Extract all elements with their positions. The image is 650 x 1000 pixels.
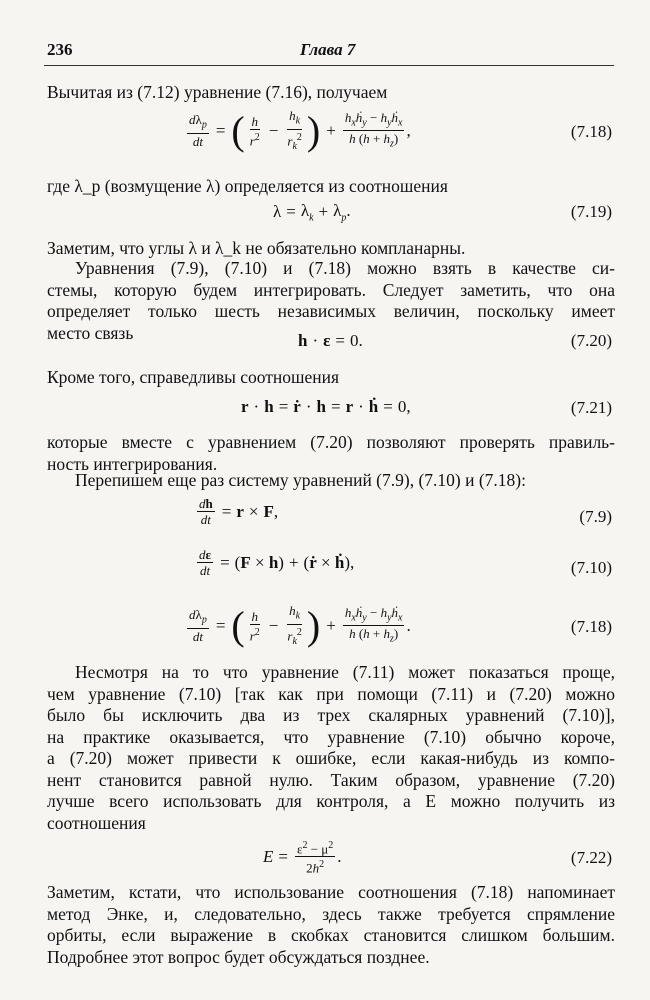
equation-7-10: $\frac{d\varepsilon}{dt}$ = (F × h) + (ṙ × ḣ), [199,547,355,578]
paragraph-4-line-4: место связь [47,322,134,343]
paragraph-8 [47,662,615,834]
paragraph-4-line-1: Уравнения (7.9), (7.10) и (7.18) можно взять в качестве си- [75,258,615,278]
chapter-title: Глава 7 [300,40,356,59]
paragraph-8-line-8: соотношения [47,812,146,833]
equation-number-7-20: (7.20) [570,331,612,350]
paragraph-4-line-3: определяет только шесть независимых величин, поскольку имеет [47,301,615,321]
paragraph-9-line-1: Заметим, кстати, что использование соотношения (7.18) напоминает [47,882,615,902]
paragraph-7: Перепишем еще раз систему уравнений (7.9), (7.10) и (7.18): [75,470,527,490]
paragraph-4-line-2: стемы, которую будем интегрировать. Следует заметить, что она [47,279,615,300]
equation-number-7-21: (7.21) [570,398,612,417]
equation-7-18: $\frac{d\lambda_p}{dt}$ = ( $\frac{h}{r^2}$ − $\frac{h_k}{r_k^2}$ ) + $\frac{h_xḣ_y - h_yḣ_x}{h (h + h_z)}$ , [189,107,411,153]
paragraph-8-line-6: нент становится равной нулю. Таким образом, уравнение (7.20) [47,769,615,790]
equation-7-20: h · ε = 0. [298,331,363,350]
equation-number-7-9: (7.9) [579,507,612,526]
equation-7-22: E = $\frac{\varepsilon^2 - \mu^2}{2h^2}$ . [263,840,342,876]
paragraph-8-line-2: чем уравнение (7.10) [так как при помощи (7.11) и (7.20) можно [47,683,615,704]
paragraph-8-line-4: на практике оказывается, что уравнение (7.10) обычно короче, [47,726,615,747]
paragraph-9-line-4: Подробнее этот вопрос будет обсуждаться позднее. [47,946,430,967]
paragraph-9-line-3: орбиты, если выражение в скобках становится слишком большим. [47,925,615,945]
paragraph-6 [47,432,615,475]
equation-number-7-10: (7.10) [570,558,612,577]
paragraph-5: Кроме того, справедливы соотношения [47,367,340,387]
equation-7-18-repeat: $\frac{d\lambda_p}{dt}$ = ( $\frac{h}{r^2}$ − $\frac{h_k}{r_k^2}$ ) + $\frac{h_xḣ_y - h_yḣ_x}{h (h + h_z)}$ . [189,602,411,648]
paragraph-8-line-5: а (7.20) может привести к ошибке, если какая-нибудь из компо- [47,748,615,768]
paragraph-3: Заметим, что углы λ и λ_k не обязательно компланарны. [47,238,466,258]
paragraph-6-line-1: которые вместе с уравнением (7.20) позволяют проверять правиль- [47,432,615,452]
equation-7-21: r · h = ṙ · h = r · ḣ = 0, [241,397,411,416]
paragraph-9-line-2: метод Энке, и, следовательно, здесь также требуется спрямление [47,903,615,924]
equation-7-9: $\frac{dh}{dt}$ = r × F , [199,496,279,527]
paragraph-8-line-3: было бы исключить два из трех скалярных уравнений (7.10)], [47,705,615,725]
page-number: 236 [47,40,73,59]
equation-7-19: λ = $\lambda_k$ + $\lambda_p$. [273,201,351,224]
paragraph-8-line-1: Несмотря на то что уравнение (7.11) может показаться проще, [75,662,615,682]
equation-number-7-18-repeat: (7.18) [570,617,612,636]
equation-number-7-19: (7.19) [570,202,612,221]
paragraph-1: Вычитая из (7.12) уравнение (7.16), получаем [47,82,388,102]
paragraph-6-line-2: ность интегрирования. [47,453,218,474]
paragraph-9 [47,882,615,968]
header-rule [44,65,614,66]
equation-number-7-18: (7.18) [570,122,612,141]
paragraph-8-line-7: лучше всего использовать для контроля, а E можно получить из [47,791,615,811]
paragraph-2: где λ_p (возмущение λ) определяется из соотношения [47,176,448,196]
equation-number-7-22: (7.22) [570,848,612,867]
